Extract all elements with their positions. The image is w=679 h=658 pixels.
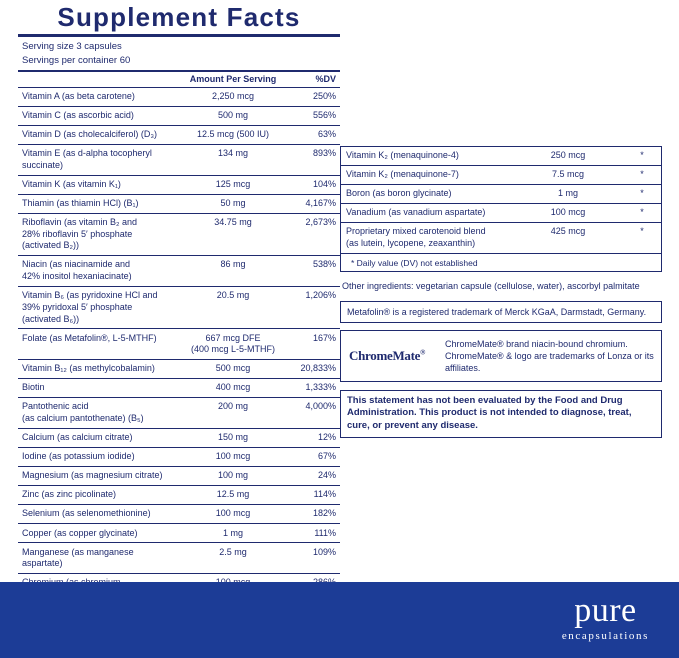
title-divider	[18, 34, 340, 37]
nutrient-amount	[166, 148, 300, 171]
nutrient-amount	[166, 333, 300, 356]
brand-bar	[0, 582, 679, 658]
metafolin-trademark-box: Metafolin® is a registered trademark of Merck KGaA, Darmstadt, Germany.	[340, 301, 662, 323]
nutrient-dv: 4,167%	[305, 197, 336, 208]
nutrient-name	[18, 290, 166, 325]
other-ingredients: Other ingredients: vegetarian capsule (cellulose, water), ascorbyl palmitate	[342, 281, 640, 291]
nutrient-amount	[166, 259, 300, 282]
nutrient-name-line: Iodine (as potassium iodide)	[22, 451, 135, 462]
brand-logo	[562, 594, 649, 642]
nutrient-name-line: Vitamin E (as d-alpha tocopheryl succinate)	[22, 148, 152, 170]
nutrient-name-line: Zinc (as zinc picolinate)	[22, 489, 117, 500]
nutrient-dv: 167%	[312, 332, 336, 343]
header-amount: Amount Per Serving	[189, 73, 277, 84]
nutrient-amount-line: 12.5 mg	[216, 489, 250, 500]
table-row	[18, 397, 340, 428]
nutrient-dv: 104%	[312, 178, 336, 189]
nutrient-name-line: Calcium (as calcium citrate)	[22, 432, 133, 443]
nutrient-amount-line: 1 mg	[222, 527, 243, 538]
nutrient-name-line: Vitamin K₂ (menaquinone-7)	[346, 169, 459, 180]
nutrient-amount	[166, 363, 300, 375]
table-row	[341, 184, 661, 203]
nutrient-name	[18, 129, 166, 141]
chromemate-logo	[347, 349, 445, 362]
nutrient-name	[18, 528, 166, 540]
table-row	[18, 106, 340, 125]
nutrient-name-line: Vitamin A (as beta carotene)	[22, 90, 135, 101]
nutrient-name	[341, 226, 513, 249]
chromemate-logo-text: ChromeMate	[349, 348, 421, 364]
nutrient-amount-line: 100 mcg	[215, 451, 251, 462]
table-row	[18, 255, 340, 286]
nutrient-name	[18, 148, 166, 171]
chromemate-box	[340, 330, 662, 382]
dv-footnote: * Daily value (DV) not established	[341, 253, 661, 271]
table-row	[341, 203, 661, 222]
nutrient-amount-line: 20.5 mg	[216, 290, 250, 301]
fda-disclaimer: This statement has not been evaluated by the Food and Drug Administration. This product is not intended to diagnose, treat, cure, or prevent any disease.	[340, 390, 662, 438]
supplement-facts-panel	[18, 4, 340, 655]
table-row	[18, 542, 340, 573]
nutrient-dv: *	[640, 207, 644, 218]
page-title: Supplement Facts	[57, 2, 301, 32]
nutrient-amount-line: 100 mcg	[215, 508, 251, 519]
table-header	[18, 72, 340, 87]
nutrient-amount-line: 86 mg	[220, 259, 246, 270]
nutrient-name	[18, 489, 166, 501]
nutrient-name-line-2: 39% pyridoxal 5′ phosphate (activated B₆))	[22, 301, 133, 324]
nutrient-amount: 250 mcg	[550, 150, 586, 161]
nutrient-amount-line: 2,250 mcg	[211, 90, 255, 101]
nutrient-name	[18, 91, 166, 103]
nutrient-dv: *	[640, 169, 644, 180]
nutrient-dv: 250%	[312, 90, 336, 101]
brand-name: pure	[574, 592, 637, 629]
nutrient-amount: 1 mg	[557, 188, 578, 199]
nutrient-amount-line: 134 mg	[217, 148, 249, 159]
nutrient-dv: 111%	[314, 527, 336, 538]
nutrient-amount	[166, 110, 300, 122]
nutrient-name	[18, 333, 166, 356]
table-row	[18, 466, 340, 485]
table-row	[18, 125, 340, 144]
nutrient-name	[341, 207, 513, 219]
nutrient-name	[341, 188, 513, 200]
nutrient-name-line: Pantothenic acid	[22, 401, 89, 412]
nutrient-name-line-2: (as calcium pantothenate) (B₅)	[22, 413, 144, 424]
nutrient-name-line: Vitamin D (as cholecalciferol) (D₃)	[22, 129, 158, 140]
nutrient-dv: 114%	[313, 489, 336, 500]
nutrient-dv: 63%	[317, 129, 336, 140]
nutrient-name	[18, 179, 166, 191]
nutrient-name-line: Vitamin K₂ (menaquinone-4)	[346, 150, 459, 161]
nutrient-name	[18, 259, 166, 282]
nutrient-name	[18, 401, 166, 424]
nutrient-name-line: Vitamin B₆ (as pyridoxine HCl and	[22, 290, 158, 301]
nutrient-name	[18, 451, 166, 463]
additional-nutrients-box	[340, 146, 662, 272]
nutrient-amount-line: 200 mg	[217, 401, 249, 412]
nutrient-name-line: Vitamin K (as vitamin K₁)	[22, 178, 121, 189]
nutrient-name-line: Magnesium (as magnesium citrate)	[22, 470, 163, 481]
chromemate-logo-sup: ®	[420, 349, 426, 358]
nutrient-name	[18, 432, 166, 444]
nutrient-name-line-2: 42% inositol hexaniacinate)	[22, 271, 132, 282]
nutrient-name	[18, 470, 166, 482]
nutrient-name	[18, 217, 166, 252]
nutrient-name	[341, 169, 513, 181]
nutrient-dv: 4,000%	[305, 401, 336, 412]
nutrient-name	[18, 198, 166, 210]
nutrient-dv: 1,206%	[305, 290, 336, 301]
additional-nutrients-table	[341, 147, 661, 253]
table-row	[18, 359, 340, 378]
nutrient-dv: *	[640, 226, 644, 237]
nutrient-amount	[166, 470, 300, 482]
table-row	[18, 428, 340, 447]
nutrient-amount	[166, 401, 300, 424]
nutrient-dv: 556%	[312, 109, 336, 120]
nutrient-table	[18, 88, 340, 654]
header-dv: %DV	[315, 73, 336, 84]
nutrient-name-line-2: (as lutein, lycopene, zeaxanthin)	[346, 238, 476, 249]
nutrient-name-line: Proprietary mixed carotenoid blend	[346, 226, 486, 237]
nutrient-amount	[166, 451, 300, 463]
nutrient-amount-line: 34.75 mg	[214, 216, 252, 227]
nutrient-name-line: Vitamin B₁₂ (as methylcobalamin)	[22, 363, 155, 374]
nutrient-amount-line: 12.5 mcg (500 IU)	[196, 129, 270, 140]
nutrient-dv: 24%	[317, 470, 336, 481]
nutrient-amount	[166, 432, 300, 444]
nutrient-amount	[166, 508, 300, 520]
table-row	[18, 378, 340, 397]
table-row	[18, 286, 340, 328]
nutrient-amount	[166, 382, 300, 394]
table-row	[18, 144, 340, 175]
nutrient-amount-line: 50 mg	[220, 197, 246, 208]
nutrient-name	[341, 150, 513, 162]
nutrient-dv: 182%	[312, 508, 336, 519]
nutrient-dv: 2,673%	[305, 216, 336, 227]
nutrient-name	[18, 110, 166, 122]
nutrient-dv: *	[640, 150, 644, 161]
table-row	[18, 447, 340, 466]
nutrient-dv: 67%	[317, 451, 336, 462]
nutrient-amount	[166, 489, 300, 501]
table-row	[341, 147, 661, 165]
nutrient-amount-line: 667 mcg DFE	[205, 332, 261, 343]
nutrient-amount	[166, 528, 300, 540]
nutrient-name-line: Vitamin C (as ascorbic acid)	[22, 109, 134, 120]
table-row	[18, 175, 340, 194]
nutrient-name-line-2: 28% riboflavin 5′ phosphate (activated B₂))	[22, 228, 133, 251]
nutrient-amount	[166, 547, 300, 570]
nutrient-dv: 20,833%	[300, 363, 336, 374]
nutrient-amount: 100 mcg	[550, 207, 586, 218]
servings-per-container: Servings per container 60	[22, 55, 131, 67]
nutrient-dv: 12%	[317, 432, 336, 443]
nutrient-name-line: Folate (as Metafolin®, L-5-MTHF)	[22, 332, 157, 343]
nutrient-name-line: Selenium (as selenomethionine)	[22, 508, 151, 519]
nutrient-dv: 893%	[312, 148, 336, 159]
table-row	[18, 213, 340, 255]
nutrient-amount	[166, 179, 300, 191]
nutrient-dv: 1,333%	[305, 382, 336, 393]
nutrient-dv: 109%	[312, 546, 336, 557]
nutrient-amount	[166, 217, 300, 252]
nutrient-amount-line-2: (400 mcg L-5-MTHF)	[190, 344, 275, 355]
nutrient-name	[18, 508, 166, 520]
nutrient-name	[18, 382, 166, 394]
table-row	[18, 328, 340, 359]
nutrient-amount-line: 125 mcg	[215, 178, 251, 189]
nutrient-amount-line: 150 mg	[217, 432, 249, 443]
nutrient-amount-line: 400 mcg	[215, 382, 251, 393]
nutrient-name-line: Niacin (as niacinamide and	[22, 259, 131, 270]
header-blank	[18, 74, 166, 85]
nutrient-amount	[166, 198, 300, 210]
nutrient-amount-line: 500 mg	[217, 109, 249, 120]
nutrient-amount	[166, 290, 300, 325]
brand-subtitle: encapsulations	[561, 630, 649, 642]
nutrient-amount-line: 500 mcg	[215, 363, 251, 374]
table-row	[341, 165, 661, 184]
table-row	[18, 523, 340, 542]
nutrient-name-line: Manganese (as manganese aspartate)	[22, 546, 134, 569]
nutrient-name-line: Vanadium (as vanadium aspartate)	[346, 207, 486, 218]
nutrient-name-line: Thiamin (as thiamin HCl) (B₁)	[22, 197, 139, 208]
serving-size: Serving size 3 capsules	[22, 41, 122, 53]
nutrient-name-line: Copper (as copper glycinate)	[22, 527, 138, 538]
nutrient-dv: *	[640, 188, 644, 199]
nutrient-name	[18, 363, 166, 375]
nutrient-amount-line: 100 mg	[217, 470, 249, 481]
table-row	[18, 194, 340, 213]
nutrient-name-line: Biotin	[22, 382, 45, 393]
table-row	[18, 485, 340, 504]
nutrient-amount	[166, 129, 300, 141]
table-row	[341, 222, 661, 253]
right-column	[340, 146, 662, 438]
table-row	[18, 504, 340, 523]
nutrient-amount: 7.5 mcg	[551, 169, 584, 180]
nutrient-dv: 538%	[312, 259, 336, 270]
chromemate-text: ChromeMate® brand niacin-bound chromium. ChromeMate® & logo are trademarks of Lonza or its affiliates.	[445, 338, 654, 373]
nutrient-amount-line: 2.5 mg	[219, 546, 247, 557]
nutrient-amount: 425 mcg	[550, 226, 586, 237]
nutrient-amount	[166, 91, 300, 103]
table-row	[18, 88, 340, 106]
nutrient-name-line: Boron (as boron glycinate)	[346, 188, 452, 199]
nutrient-name-line: Riboflavin (as vitamin B₂ and	[22, 216, 138, 227]
nutrient-name	[18, 547, 166, 570]
